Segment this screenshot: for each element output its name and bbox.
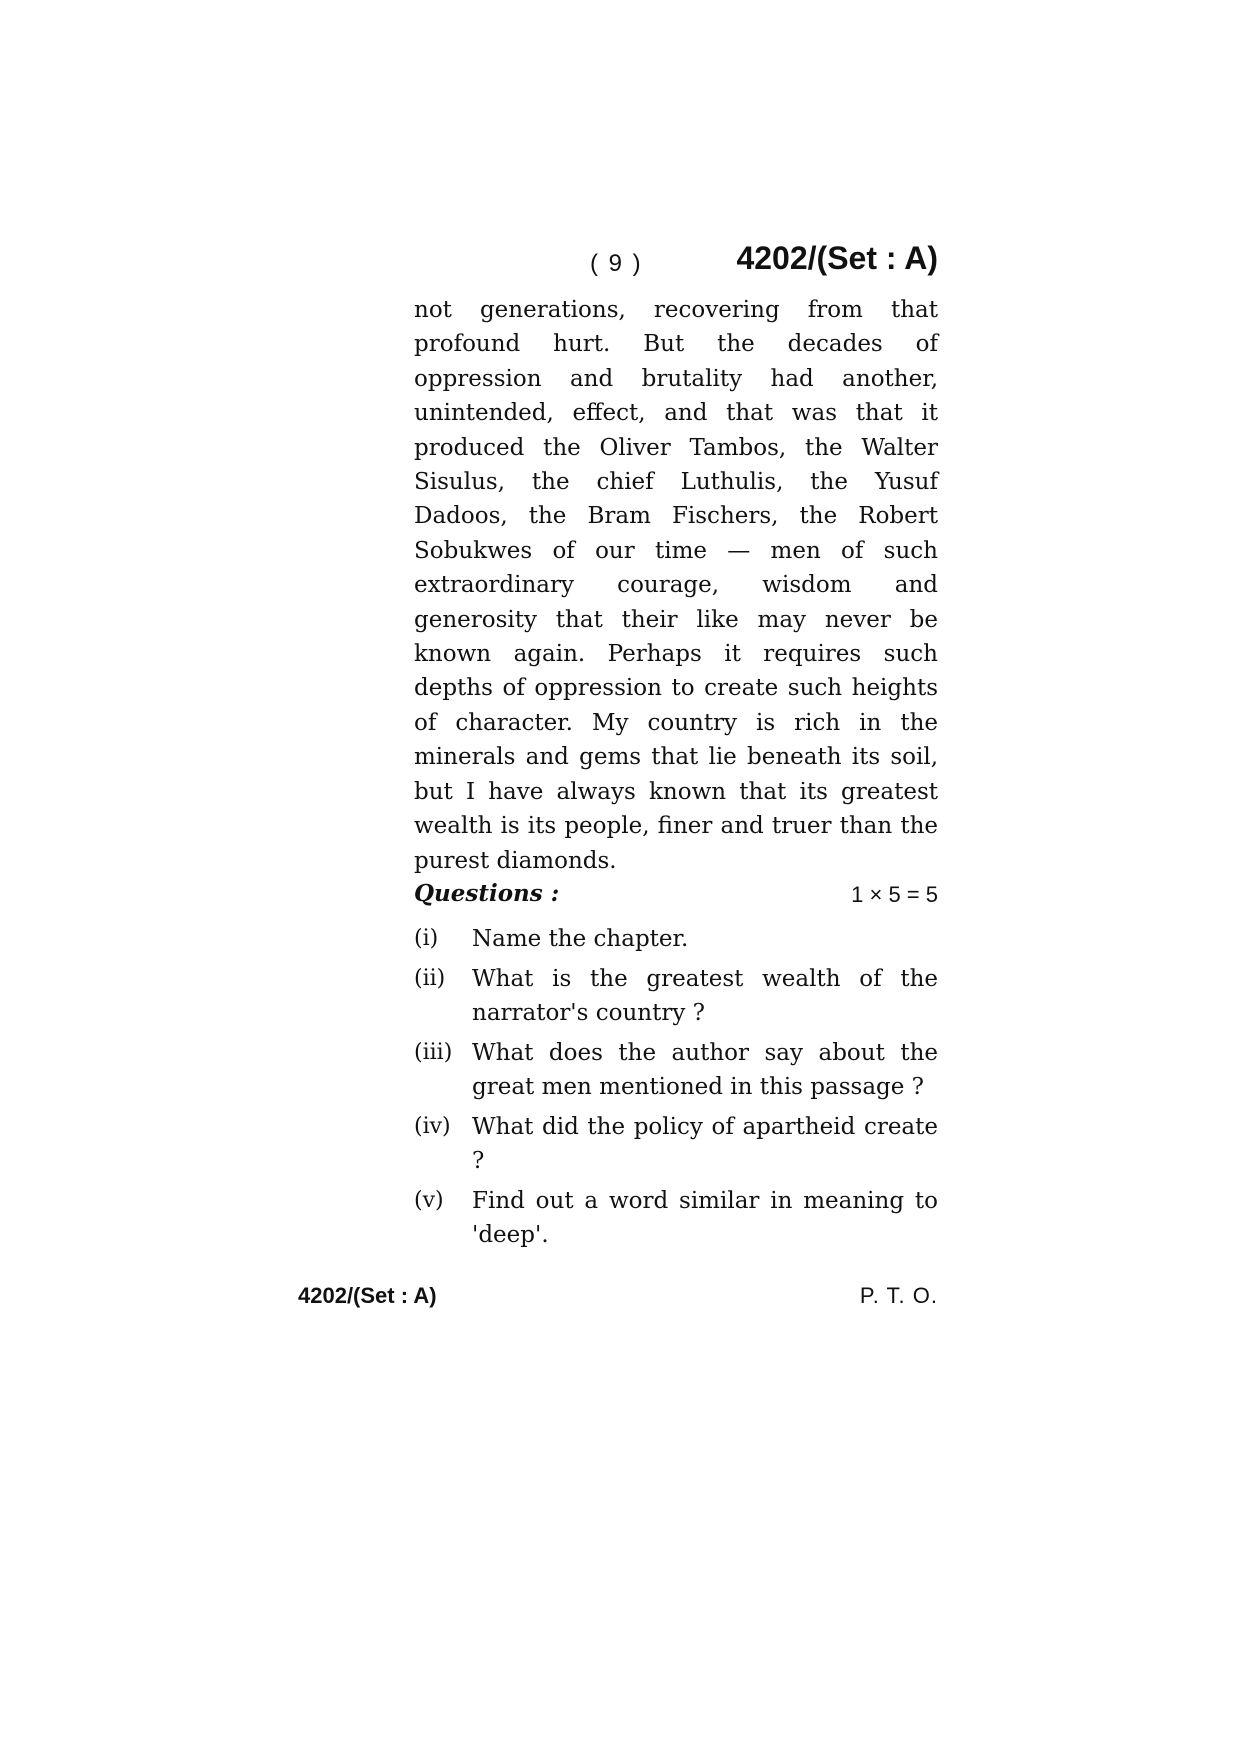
page-number: ( 9 ) — [590, 250, 643, 277]
passage-text: not generations, recovering from that profound hurt. But the decades of oppression and brutality had another, unintended, effect, and that was that it produced the Oliver Tambos, the Walter Sisulus, the chief Luthulis, the Yusuf Dadoos, the Bram Fischers, the Robert Sobukwes of our time — men of such extraordinary courage, wisdom and generosity that their like may never be known again. Perhaps it requires such depths of oppression to create such heights of character. My country is rich in the minerals and gems that lie beneath its soil, but I have always known that its greatest wealth is its people, finer and truer than the purest diamonds. — [414, 297, 938, 874]
paper-code-footer: 4202/(Set : A) — [298, 1283, 437, 1308]
question-number: (i) — [414, 926, 439, 951]
pto-label: P. T. O. — [859, 1283, 938, 1308]
paper-code-header: 4202/(Set : A) — [736, 240, 938, 276]
marks-allocation: 1 × 5 = 5 — [851, 882, 938, 907]
question-list — [414, 922, 938, 1258]
question-item — [414, 962, 938, 1030]
question-number: (ii) — [414, 966, 446, 991]
question-text: What is the greatest wealth of the narrator's country ? — [472, 966, 938, 1026]
question-number: (v) — [414, 1188, 444, 1213]
question-item — [414, 1036, 938, 1104]
question-number: (iv) — [414, 1114, 451, 1139]
question-item — [414, 1184, 938, 1252]
questions-header — [414, 880, 938, 914]
question-number: (iii) — [414, 1040, 453, 1065]
questions-label: Questions : — [414, 880, 560, 907]
question-item — [414, 922, 938, 956]
question-text: What does the author say about the great men mentioned in this passage ? — [472, 1040, 938, 1100]
question-text: What did the policy of apartheid create ? — [472, 1114, 938, 1174]
question-item — [414, 1110, 938, 1178]
question-text: Name the chapter. — [472, 926, 689, 952]
question-text: Find out a word similar in meaning to 'deep'. — [472, 1188, 938, 1248]
